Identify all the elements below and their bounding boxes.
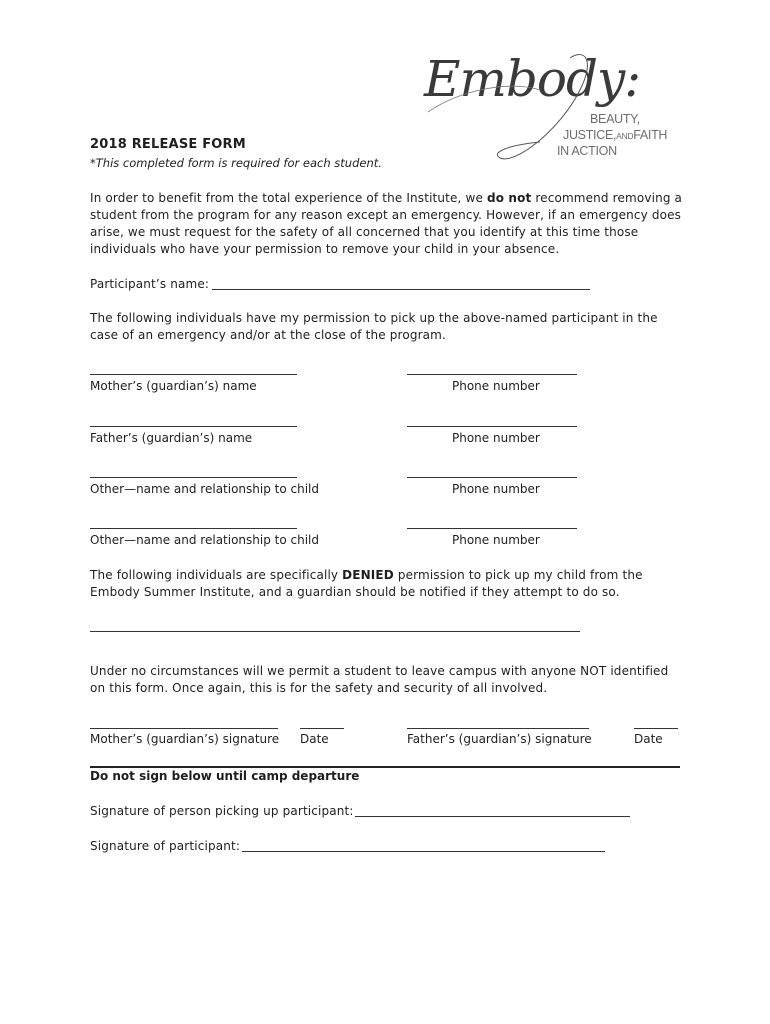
- departure-heading: Do not sign below until camp departure: [90, 769, 360, 783]
- father-signature-label: Father’s (guardian’s) signature: [407, 732, 592, 746]
- embody-logo: [420, 50, 690, 175]
- guardian-name-label-3: Other—name and relationship to child: [90, 482, 320, 496]
- permission-paragraph: The following individuals have my permission to pick up the above-named participant in the case of an emergency and/or at the close of the program.: [90, 311, 658, 342]
- logo-tagline-3: IN ACTION: [557, 144, 617, 158]
- guardian-name-label-1: Mother’s (guardian’s) name: [90, 379, 257, 393]
- logo-tagline-1: BEAUTY,: [590, 112, 640, 126]
- participant-name-label: Participant’s name:: [90, 277, 210, 291]
- circumstances-paragraph: Under no circumstances will we permit a student to leave campus with anyone NOT identified on this form. Once again, this is for the safety and security of all involved.: [90, 664, 669, 695]
- father-signature-field[interactable]: [407, 728, 589, 729]
- father-date-label: Date: [634, 732, 663, 746]
- phone-label-2: Phone number: [452, 431, 540, 445]
- form-title: 2018 RELEASE FORM: [90, 137, 246, 152]
- phone-label-3: Phone number: [452, 482, 540, 496]
- intro-paragraph: In order to benefit from the total experience of the Institute, we do not recommend removing a student from the program for any reason except an emergency. However, if an emergency does arise, we must request for the safety of all concerned that you identify at this time those individuals who have your permission to remove your child in your absence.: [90, 191, 683, 256]
- guardian-name-field-1[interactable]: [90, 374, 297, 375]
- phone-field-1[interactable]: [407, 374, 577, 375]
- guardian-name-field-2[interactable]: [90, 426, 297, 427]
- participant-signature-label: Signature of participant:: [90, 839, 241, 853]
- guardian-name-label-4: Other—name and relationship to child: [90, 533, 320, 547]
- mother-date-label: Date: [300, 732, 329, 746]
- guardian-name-field-4[interactable]: [90, 528, 297, 529]
- phone-label-4: Phone number: [452, 533, 540, 547]
- father-date-field[interactable]: [634, 728, 678, 729]
- mother-date-field[interactable]: [300, 728, 344, 729]
- guardian-name-field-3[interactable]: [90, 477, 297, 478]
- mother-signature-field[interactable]: [90, 728, 278, 729]
- pickup-signature-label: Signature of person picking up participant:: [90, 804, 354, 818]
- pickup-signature-field[interactable]: [355, 816, 630, 817]
- logo-flourish: [420, 50, 690, 175]
- logo-tagline-2: JUSTICE,ANDFAITH: [563, 128, 668, 142]
- participant-signature-field[interactable]: [242, 851, 605, 852]
- phone-field-4[interactable]: [407, 528, 577, 529]
- form-subtitle: *This completed form is required for each student.: [90, 156, 382, 170]
- denied-paragraph: The following individuals are specifically DENIED permission to pick up my child from the Embody Summer Institute, and a guardian should be notified if they attempt to do so.: [90, 568, 643, 599]
- mother-signature-label: Mother’s (guardian’s) signature: [90, 732, 280, 746]
- phone-field-3[interactable]: [407, 477, 577, 478]
- section-divider: [90, 766, 680, 768]
- phone-field-2[interactable]: [407, 426, 577, 427]
- guardian-name-label-2: Father’s (guardian’s) name: [90, 431, 253, 445]
- participant-name-field[interactable]: [212, 289, 590, 290]
- phone-label-1: Phone number: [452, 379, 540, 393]
- denied-individuals-field[interactable]: [90, 631, 580, 632]
- logo-wordmark: Embody:: [424, 50, 641, 108]
